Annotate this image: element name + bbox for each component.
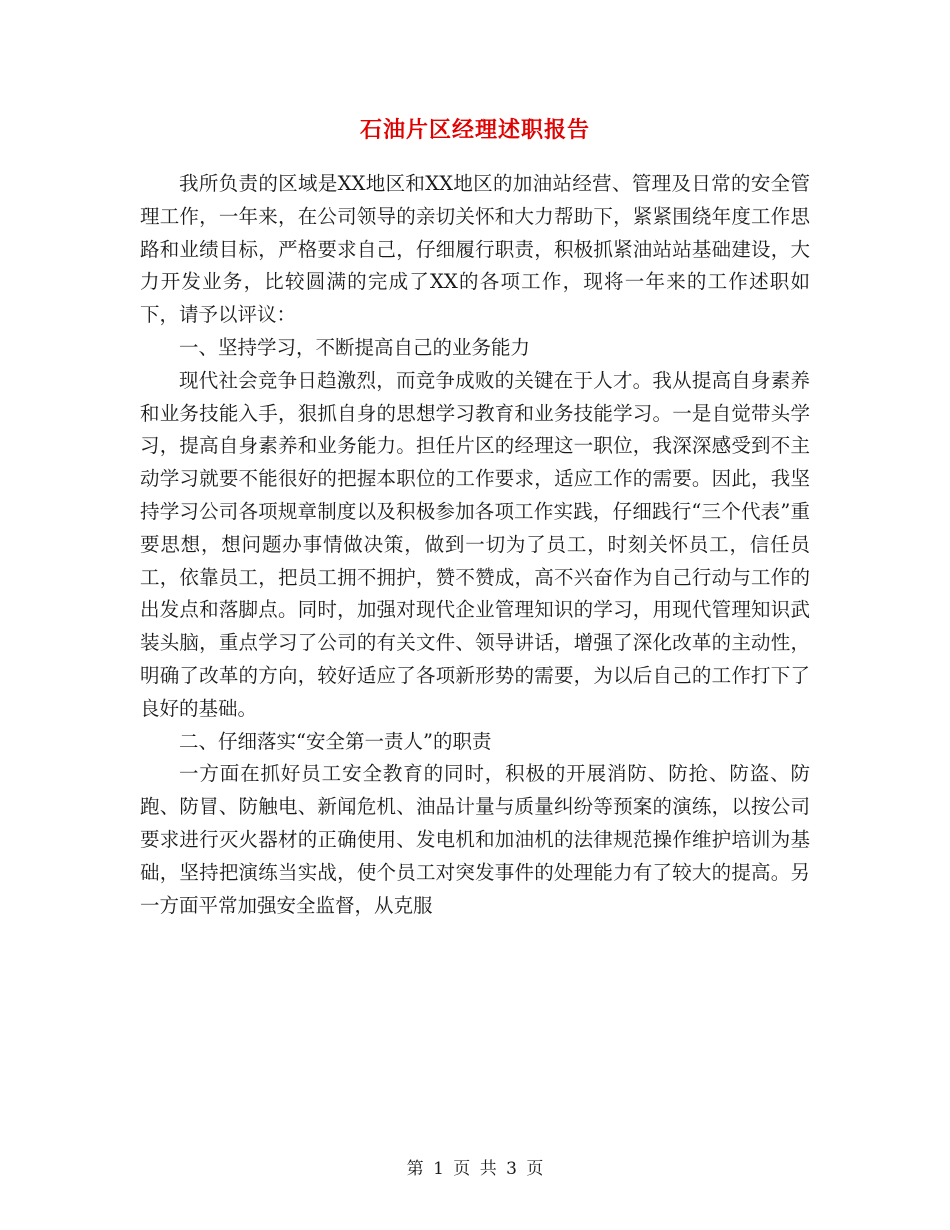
intro-paragraph: 我所负责的区域是XX地区和XX地区的加油站经营、管理及日常的安全管理工作，一年来，在公司领导的亲切关怀和大力帮助下，紧紧围绕年度工作思路和业绩目标，严格要求自己，仔细履行职责，积极抓紧油站站基础建设，大力开发业务，比较圆满的完成了XX的各项工作，现将一年来的工作述职如下，请予以评议： [140, 172, 810, 327]
section-1-paragraph: 现代社会竞争日趋激烈，而竞争成败的关键在于人才。我从提高自身素养和业务技能入手，狠抓自身的思想学习教育和业务技能学习。一是自觉带头学习，提高自身素养和业务能力。担任片区的经理这一职位，我深深感受到不主动学习就要不能很好的把握本职位的工作要求，适应工作的需要。因此，我坚持学习公司各项规章制度以及积极参加各项工作实践，仔细践行“三个代表”重要思想，想问题办事情做决策，做到一切为了员工，时刻关怀员工，信任员工，依靠员工，把员工拥不拥护，赞不赞成，高不兴奋作为自己行动与工作的出发点和落脚点。同时，加强对现代企业管理知识的学习，用现代管理知识武装头脑，重点学习了公司的有关文件、领导讲话，增强了深化改革的主动性，明确了改革的方向，较好适应了各项新形势的需要，为以后自己的工作打下了良好的基础。 [140, 368, 810, 720]
document-body [140, 168, 810, 922]
page-number-footer: 第 1 页 共 3 页 [406, 1159, 544, 1179]
section-2-paragraph: 一方面在抓好员工安全教育的同时，积极的开展消防、防抢、防盗、防跑、防冒、防触电、新闻危机、油品计量与质量纠纷等预案的演练，以按公司要求进行灭火器材的正确使用、发电机和加油机的法律规范操作维护培训为基础，坚持把演练当实战，使个员工对突发事件的处理能力有了较大的提高。另一方面平常加强安全监督，从克服 [140, 762, 810, 917]
section-heading-1: 一、坚持学习，不断提高自己的业务能力 [179, 335, 531, 359]
document-title: 石油片区经理述职报告 [359, 117, 590, 143]
section-heading-2: 二、仔细落实“安全第一责人”的职责 [179, 729, 492, 753]
